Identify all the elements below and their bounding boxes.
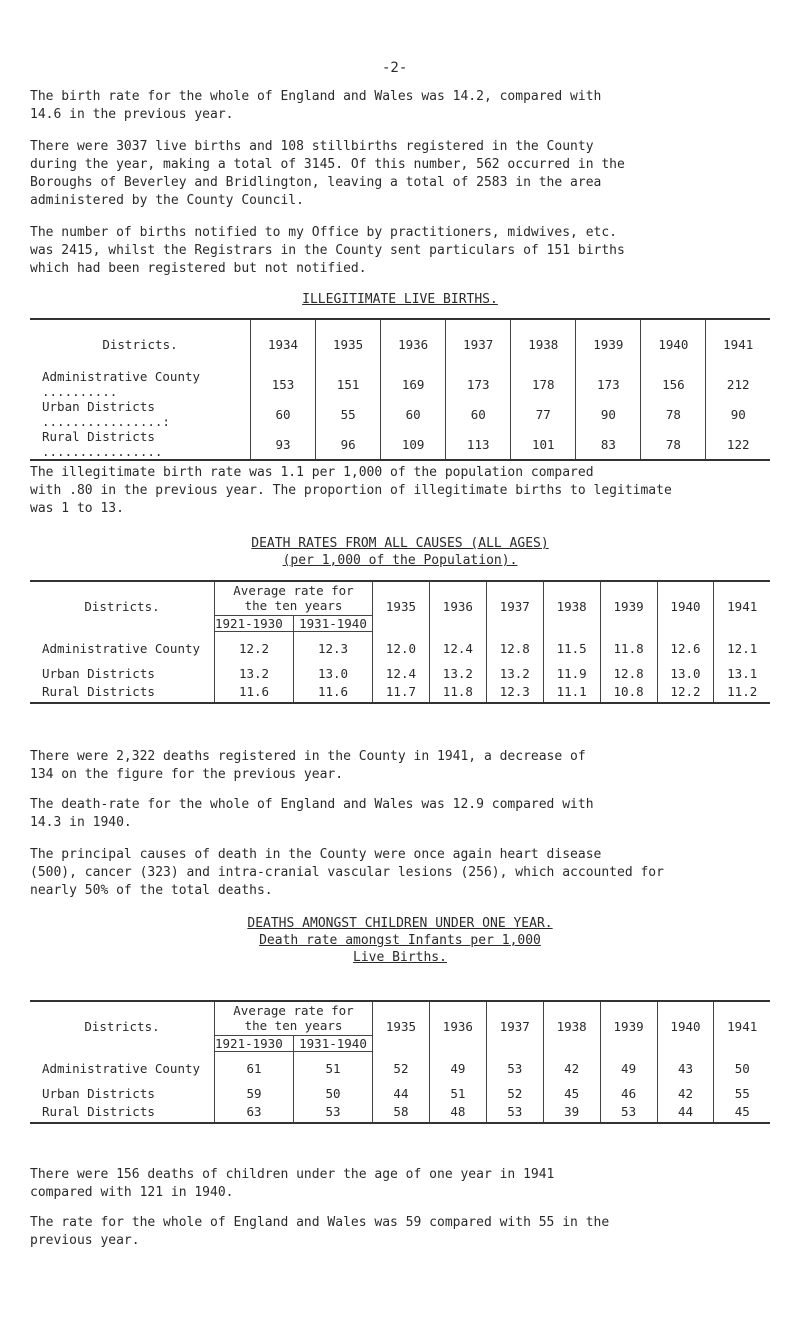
table-cell: 169	[381, 369, 446, 399]
table-row	[30, 1085, 770, 1101]
table-cell: 51	[294, 1051, 373, 1085]
year-header: 1938	[543, 581, 600, 631]
year-header: 1938	[511, 319, 576, 369]
infant-title: DEATHS AMONGST CHILDREN UNDER ONE YEAR.	[247, 916, 553, 931]
average-header: Average rate for the ten years	[215, 581, 373, 615]
table-cell: 156	[641, 369, 706, 399]
table-cell: 11.8	[429, 681, 486, 703]
table-cell: 55	[316, 399, 381, 429]
table-cell: 151	[316, 369, 381, 399]
table-cell: 12.8	[486, 631, 543, 665]
page-number: -2-	[382, 60, 408, 76]
average-header: Average rate for the ten years	[215, 1001, 373, 1035]
table-header-row	[30, 319, 770, 369]
table-cell: 53	[486, 1051, 543, 1085]
table-cell: 12.3	[486, 681, 543, 703]
table-cell: 13.1	[714, 665, 770, 681]
illegitimate-note: The illegitimate birth rate was 1.1 per 1,000 of the population compared with .80 in the previous year. The proportion of illegitimate births to legitimate was 1 to 13.	[30, 465, 672, 516]
table-cell: 178	[511, 369, 576, 399]
table-cell: 60	[251, 399, 316, 429]
table-cell: 50	[294, 1085, 373, 1101]
infant-subtitle-2: Live Births.	[353, 950, 447, 965]
table-cell: 11.9	[543, 665, 600, 681]
table-cell: 49	[429, 1051, 486, 1085]
table-cell: 96	[316, 429, 381, 460]
table-cell: 58	[373, 1101, 430, 1123]
row-label: Administrative County	[42, 640, 201, 656]
table-cell: 101	[511, 429, 576, 460]
period-header: 1921-1930	[215, 1035, 294, 1051]
birth-rate-paragraph: The birth rate for the whole of England and Wales was 14.2, compared with 14.6 in the previous year.	[30, 89, 602, 122]
table-cell: 11.6	[294, 681, 373, 703]
table-cell: 90	[706, 399, 770, 429]
table-cell: 12.6	[657, 631, 714, 665]
table-cell: 13.2	[486, 665, 543, 681]
table-row	[30, 665, 770, 681]
table-cell: 55	[714, 1085, 770, 1101]
table-cell: 51	[429, 1085, 486, 1101]
table-cell: 49	[600, 1051, 657, 1085]
table-cell: 11.2	[714, 681, 770, 703]
districts-header: Districts.	[30, 1001, 215, 1051]
table-cell: 12.1	[714, 631, 770, 665]
row-label: Administrative County	[42, 1060, 201, 1076]
table-cell: 109	[381, 429, 446, 460]
row-label: Rural Districts ................	[30, 429, 251, 460]
table-cell: 77	[511, 399, 576, 429]
table-cell: 12.8	[600, 665, 657, 681]
table-row	[30, 1051, 770, 1085]
period-header: 1921-1930	[215, 615, 294, 631]
table-row	[30, 399, 770, 429]
table-row	[30, 429, 770, 460]
year-header: 1936	[381, 319, 446, 369]
infant-subtitle: Death rate amongst Infants per 1,000	[259, 933, 541, 948]
year-header: 1937	[486, 1001, 543, 1051]
year-header: 1941	[714, 1001, 770, 1051]
year-header: 1935	[373, 581, 430, 631]
table-cell: 78	[641, 429, 706, 460]
table-cell: 59	[215, 1085, 294, 1101]
year-header: 1935	[373, 1001, 430, 1051]
table-cell: 13.0	[657, 665, 714, 681]
year-header: 1941	[714, 581, 770, 631]
year-header: 1937	[446, 319, 511, 369]
table-cell: 212	[706, 369, 770, 399]
row-label: Urban Districts	[42, 665, 155, 681]
year-header: 1936	[429, 1001, 486, 1051]
period-header: 1931-1940	[294, 615, 373, 631]
death-rate-paragraph: The death-rate for the whole of England and Wales was 12.9 compared with 14.3 in 1940.	[30, 797, 594, 830]
table-cell: 44	[657, 1101, 714, 1123]
table-row	[30, 631, 770, 665]
table-cell: 173	[576, 369, 641, 399]
table-row	[30, 681, 770, 703]
row-label: Urban Districts	[42, 1085, 155, 1101]
table-cell: 12.2	[215, 631, 294, 665]
period-header: 1931-1940	[294, 1035, 373, 1051]
death-rates-table	[30, 580, 770, 704]
table-cell: 12.4	[429, 631, 486, 665]
table-cell: 13.2	[429, 665, 486, 681]
row-label: Urban Districts ................:	[42, 399, 170, 429]
table-cell: 42	[657, 1085, 714, 1101]
table-cell: 39	[543, 1101, 600, 1123]
table-cell: 12.4	[373, 665, 430, 681]
row-label: Rural Districts	[30, 681, 215, 703]
table-cell: 10.8	[600, 681, 657, 703]
infant-rate-paragraph: The rate for the whole of England and Wales was 59 compared with 55 in the previous year.	[30, 1215, 610, 1248]
death-rates-subtitle: (per 1,000 of the Population).	[282, 553, 518, 568]
table-cell: 50	[714, 1051, 770, 1085]
table-cell: 61	[215, 1051, 294, 1085]
table-cell: 42	[543, 1051, 600, 1085]
table-cell: 93	[251, 429, 316, 460]
table-cell: 60	[381, 399, 446, 429]
table-cell: 11.7	[373, 681, 430, 703]
table-cell: 44	[373, 1085, 430, 1101]
causes-paragraph: The principal causes of death in the County were once again heart disease (500), cancer (323) and intra-cranial vascular lesions (256), which accounted for nearly 50% of the total deaths.	[30, 847, 664, 898]
year-header: 1940	[641, 319, 706, 369]
year-header: 1939	[600, 581, 657, 631]
table-cell: 113	[446, 429, 511, 460]
table-cell: 53	[486, 1101, 543, 1123]
table-cell: 60	[446, 399, 511, 429]
districts-header: Districts.	[30, 581, 215, 631]
table-cell: 52	[486, 1085, 543, 1101]
table-cell: 63	[215, 1101, 294, 1123]
table-cell: 46	[600, 1085, 657, 1101]
table-cell: 12.0	[373, 631, 430, 665]
year-header: 1938	[543, 1001, 600, 1051]
row-label: Rural Districts	[30, 1101, 215, 1123]
table-cell: 53	[600, 1101, 657, 1123]
death-rates-title: DEATH RATES FROM ALL CAUSES (ALL AGES)	[251, 536, 549, 551]
illegitimate-table	[30, 318, 770, 461]
table-cell: 153	[251, 369, 316, 399]
infant-deaths-paragraph: There were 156 deaths of children under the age of one year in 1941 compared with 121 in 1940.	[30, 1167, 555, 1200]
table-cell: 53	[294, 1101, 373, 1123]
births-paragraph: There were 3037 live births and 108 stillbirths registered in the County during the year, making a total of 3145. Of this number, 562 occurred in the Boroughs of Beverley and Bridlington, leaving a total of 2583 in the area administered by the County Council.	[30, 139, 625, 208]
infant-table	[30, 1000, 770, 1124]
year-header: 1939	[600, 1001, 657, 1051]
year-header: 1941	[706, 319, 770, 369]
table-header-row	[30, 1001, 770, 1035]
year-header: 1934	[251, 319, 316, 369]
notified-paragraph: The number of births notified to my Office by practitioners, midwives, etc. was 2415, whilst the Registrars in the County sent particulars of 151 births which had been registered but not notified.	[30, 225, 625, 276]
year-header: 1936	[429, 581, 486, 631]
table-cell: 48	[429, 1101, 486, 1123]
table-cell: 78	[641, 399, 706, 429]
table-cell: 13.0	[294, 665, 373, 681]
year-header: 1939	[576, 319, 641, 369]
illegitimate-title: ILLEGITIMATE LIVE BIRTHS.	[302, 292, 498, 307]
table-cell: 12.3	[294, 631, 373, 665]
table-cell: 122	[706, 429, 770, 460]
year-header: 1940	[657, 1001, 714, 1051]
deaths-paragraph: There were 2,322 deaths registered in the County in 1941, a decrease of 134 on the figure for the previous year.	[30, 749, 586, 782]
table-cell: 45	[714, 1101, 770, 1123]
table-cell: 12.2	[657, 681, 714, 703]
table-cell: 13.2	[215, 665, 294, 681]
table-cell: 11.1	[543, 681, 600, 703]
table-cell: 11.5	[543, 631, 600, 665]
districts-header: Districts.	[30, 319, 251, 369]
year-header: 1935	[316, 319, 381, 369]
table-cell: 83	[576, 429, 641, 460]
table-row	[30, 369, 770, 399]
table-cell: 52	[373, 1051, 430, 1085]
table-header-row	[30, 581, 770, 615]
row-label: Administrative County ..........	[42, 369, 201, 399]
year-header: 1937	[486, 581, 543, 631]
table-cell: 173	[446, 369, 511, 399]
table-cell: 43	[657, 1051, 714, 1085]
year-header: 1940	[657, 581, 714, 631]
table-cell: 45	[543, 1085, 600, 1101]
table-row	[30, 1101, 770, 1123]
table-cell: 90	[576, 399, 641, 429]
table-cell: 11.6	[215, 681, 294, 703]
table-cell: 11.8	[600, 631, 657, 665]
